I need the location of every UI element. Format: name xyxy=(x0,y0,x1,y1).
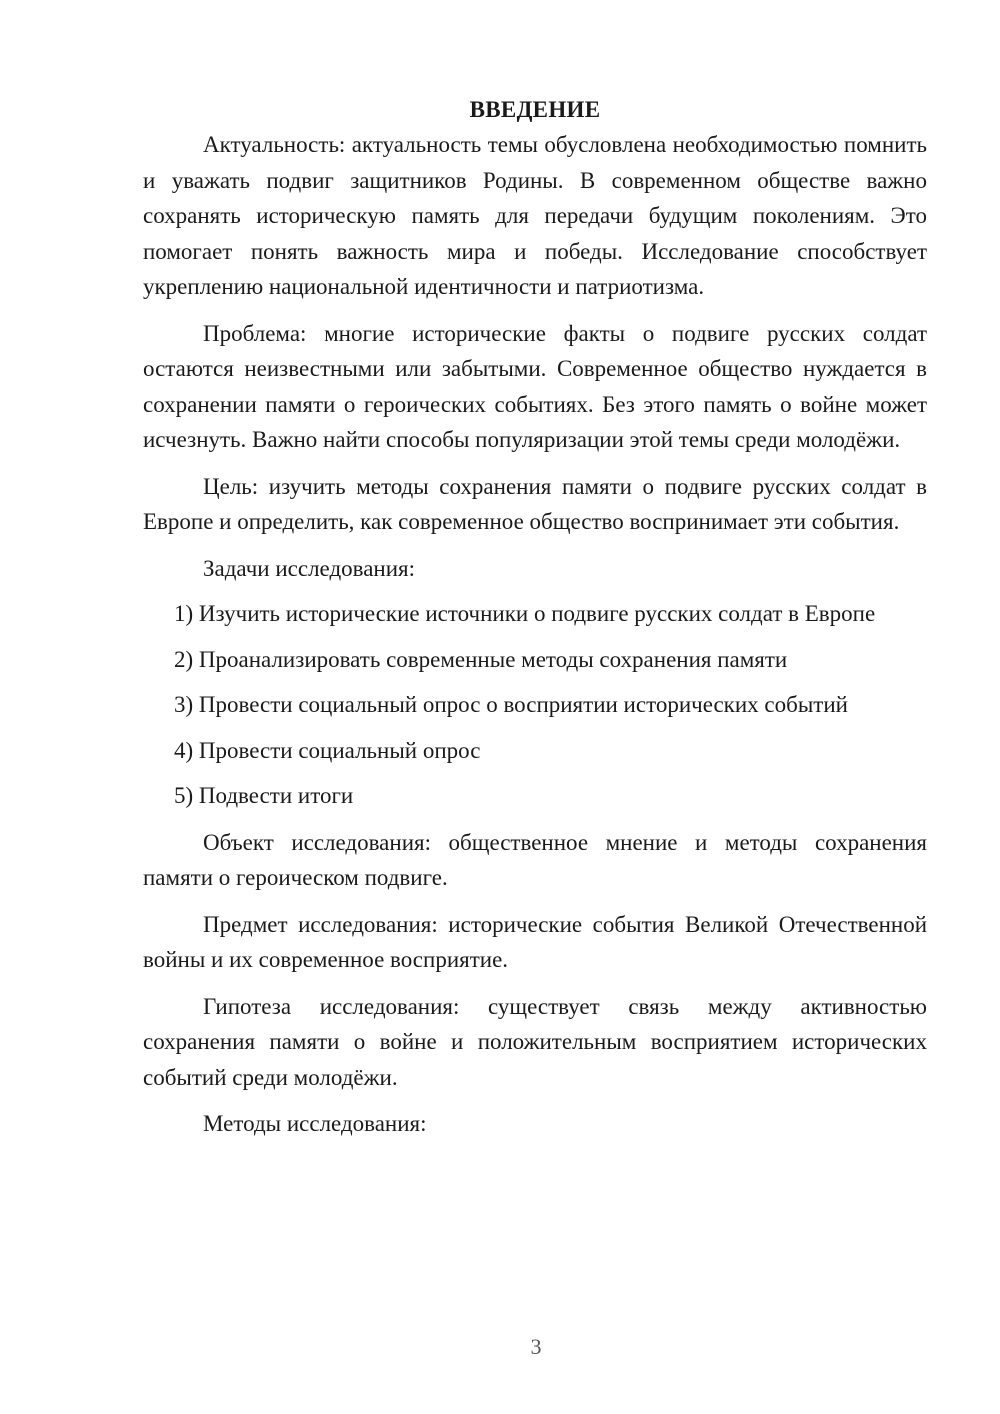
tasks-list xyxy=(143,596,927,814)
page-content xyxy=(143,92,927,1142)
object-paragraph: Объект исследования: общественное мнение и методы сохранения памяти о героическом подвиге. xyxy=(143,829,927,890)
hypothesis-paragraph: Гипотеза исследования: существует связь между активностью сохранения памяти о войне и положительным восприятием исторических событий среди молодёжи. xyxy=(143,993,927,1090)
relevance-paragraph: Актуальность: актуальность темы обусловлена необходимостью помнить и уважать подвиг защитников Родины. В современном обществе важно сохранять историческую память для передачи будущим поколениям. Это помогает понять важность мира и победы. Исследование способствует укреплению национальной идентичности и патриотизма. xyxy=(143,132,927,299)
goal-paragraph: Цель: изучить методы сохранения памяти о подвиге русских солдат в Европе и определить, как современное общество воспринимает эти события. xyxy=(143,473,927,534)
problem-paragraph: Проблема: многие исторические факты о подвиге русских солдат остаются неизвестными или забытыми. Современное общество нуждается в сохранении памяти о героических событиях. Без этого память о войне может исчезнуть. Важно найти способы популяризации этой темы среди молодёжи. xyxy=(143,320,927,452)
task-item: 5) Подвести итоги xyxy=(174,783,354,808)
tasks-heading: Задачи исследования: xyxy=(203,555,416,581)
page-title: ВВЕДЕНИЕ xyxy=(469,97,601,122)
task-item: 3) Провести социальный опрос о восприятии исторических событий xyxy=(174,692,848,717)
subject-paragraph: Предмет исследования: исторические события Великой Отечественной войны и их современное восприятие. xyxy=(143,911,927,972)
methods-heading: Методы исследования: xyxy=(203,1111,427,1136)
task-item: 1) Изучить исторические источники о подвиге русских солдат в Европе xyxy=(174,601,876,626)
task-item: 2) Проанализировать современные методы сохранения памяти xyxy=(174,646,788,672)
task-item: 4) Провести социальный опрос xyxy=(174,737,481,763)
page-number: 3 xyxy=(530,1334,542,1359)
